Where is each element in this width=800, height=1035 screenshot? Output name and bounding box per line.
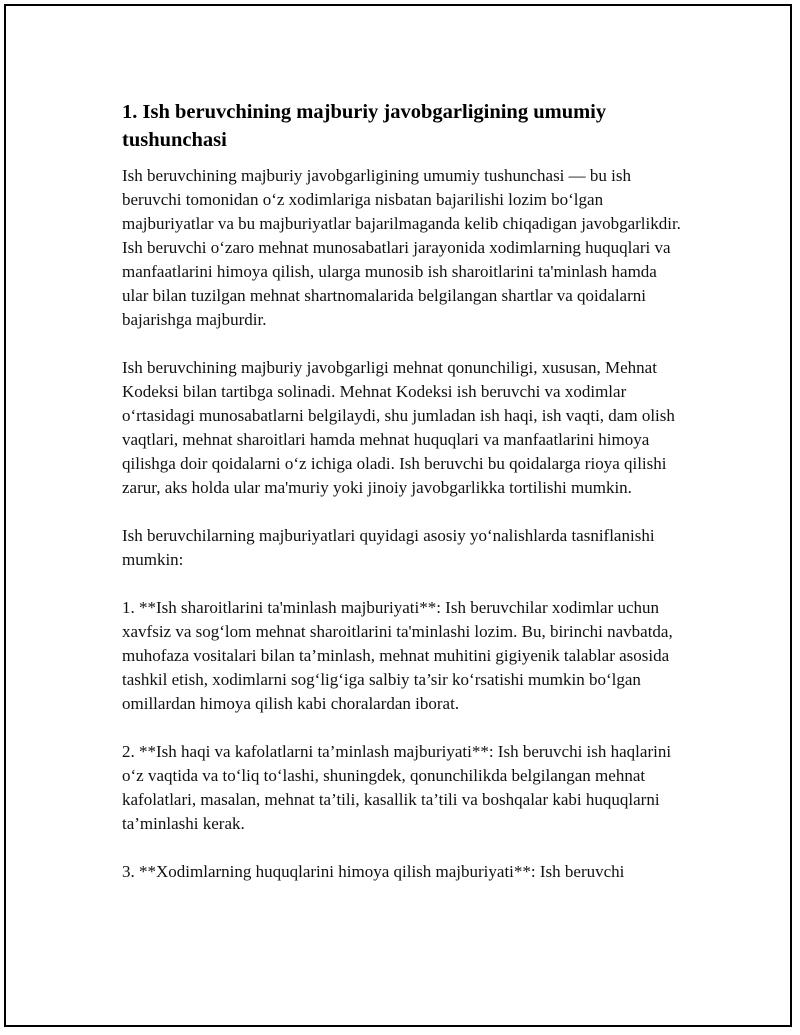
section-heading: 1. Ish beruvchining majburiy javobgarligining umumiy tushunchasi [122, 101, 607, 151]
paragraph-legal-basis: Ish beruvchining majburiy javobgarligi mehnat qonunchiligi, xususan, Mehnat Kodeksi bilan tartibga solinadi. Mehnat Kodeksi ish beruvchi va xodimlar o‘rtasidagi munosabatlarni belgilaydi, shu jumladan ish haqi, ish vaqti, dam olish vaqtlari, mehnat sharoitlari hamda mehnat huquqlari va manfaatlarini himoya qilishga doir qoidalarni o‘z ichiga oladi. Ish beruvchi bu qoidalarga rioya qilishi zarur, aks holda ular ma'muriy yoki jinoiy javobgarlikka tortilishi mumkin. [122, 358, 675, 497]
document-body [122, 98, 682, 908]
document-page [4, 4, 792, 1027]
list-item-wages-guarantees: 2. **Ish haqi va kafolatlarni ta’minlash majburiyati**: Ish beruvchi ish haqlarini o‘z vaqtida va to‘liq to‘lashi, shuningdek, qonunchilikda belgilangan mehnat kafolatlari, masalan, mehnat ta’tili, kasallik ta’tili va boshqalar kabi huquqlarni ta’minlashi kerak. [122, 742, 672, 833]
list-item-working-conditions: 1. **Ish sharoitlarini ta'minlash majburiyati**: Ish beruvchilar xodimlar uchun xavfsiz va sog‘lom mehnat sharoitlarini ta'minlashi lozim. Bu, birinchi navbatda, muhofaza vositalari bilan ta’minlash, mehnat muhitini gigiyenik talablar asosida tashkil etish, xodimlarni sog‘lig‘iga salbiy ta’sir ko‘rsatishi mumkin bo‘lgan omillardan himoya qilish kabi choralardan iborat. [122, 598, 673, 713]
paragraph-classification-intro: Ish beruvchilarning majburiyatlari quyidagi asosiy yo‘nalishlarda tasniflanishi mumkin: [122, 526, 655, 569]
paragraph-definition: Ish beruvchining majburiy javobgarligining umumiy tushunchasi — bu ish beruvchi tomonidan o‘z xodimlariga nisbatan bajarilishi lozim bo‘lgan majburiyatlar va bu majburiyatlar bajarilmaganda kelib chiqadigan javobgarlikdir. Ish beruvchi o‘zaro mehnat munosabatlari jarayonida xodimlarning huquqlari va manfaatlarini himoya qilish, ularga munosib ish sharoitlarini ta'minlash hamda ular bilan tuzilgan mehnat shartnomalarida belgilangan shartlar va qoidalarni bajarishga majburdir. [122, 166, 681, 329]
list-item-employee-rights: 3. **Xodimlarning huquqlarini himoya qilish majburiyati**: Ish beruvchi [122, 862, 625, 881]
